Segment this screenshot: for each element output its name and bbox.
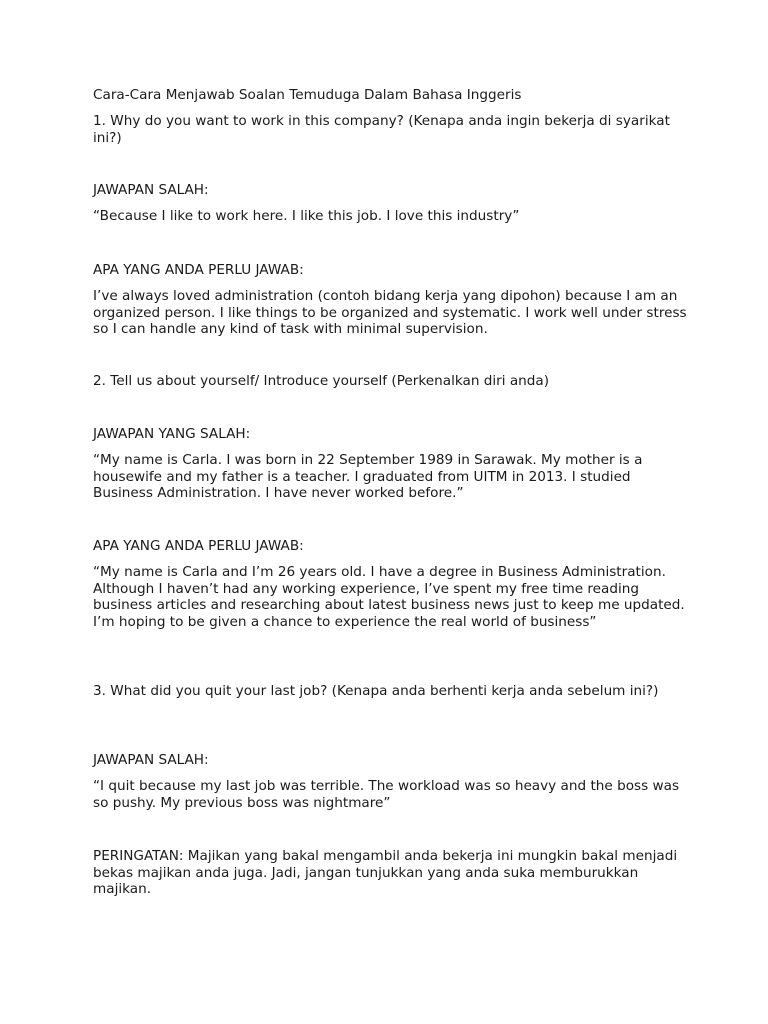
correct-answer-heading-2: APA YANG ANDA PERLU JAWAB: [93,538,304,554]
question-3: 3. What did you quit your last job? (Kenapa anda berhenti kerja anda sebelum ini?) [93,683,659,699]
wrong-answer-heading-1: JAWAPAN SALAH: [93,182,209,198]
warning-note: PERINGATAN: Majikan yang bakal mengambil anda bekerja ini mungkin bakal menjadi bekas majikan anda juga. Jadi, jangan tunjukkan yang anda suka memburukkan majikan. [93,848,678,898]
correct-answer-heading-1: APA YANG ANDA PERLU JAWAB: [93,262,304,278]
question-2: 2. Tell us about yourself/ Introduce yourself (Perkenalkan diri anda) [93,373,550,389]
correct-answer-1: I’ve always loved administration (contoh bidang kerja yang dipohon) because I am an organized person. I like things to be organized and systematic. I work well under stress so I can handle any kind of task with minimal supervision. [93,288,687,338]
wrong-answer-2: “My name is Carla. I was born in 22 September 1989 in Sarawak. My mother is a housewife and my father is a teacher. I graduated from UITM in 2013. I studied Business Administration. I have never worked before.” [93,452,643,502]
wrong-answer-3: “I quit because my last job was terrible. The workload was so heavy and the boss was so pushy. My previous boss was nightmare” [93,778,680,811]
wrong-answer-heading-2: JAWAPAN YANG SALAH: [93,426,251,442]
wrong-answer-1: “Because I like to work here. I like this job. I love this industry” [93,208,520,224]
document-title: Cara-Cara Menjawab Soalan Temuduga Dalam Bahasa Inggeris [93,87,522,103]
wrong-answer-heading-3: JAWAPAN SALAH: [93,752,209,768]
question-1: 1. Why do you want to work in this company? (Kenapa anda ingin bekerja di syarikat ini?) [93,113,670,146]
correct-answer-2: “My name is Carla and I’m 26 years old. I have a degree in Business Administration. Although I haven’t had any working experience, I’ve spent my free time reading business articles and researching about latest business news just to keep me updated. I’m hoping to be given a chance to experience the real world of business” [93,564,685,630]
